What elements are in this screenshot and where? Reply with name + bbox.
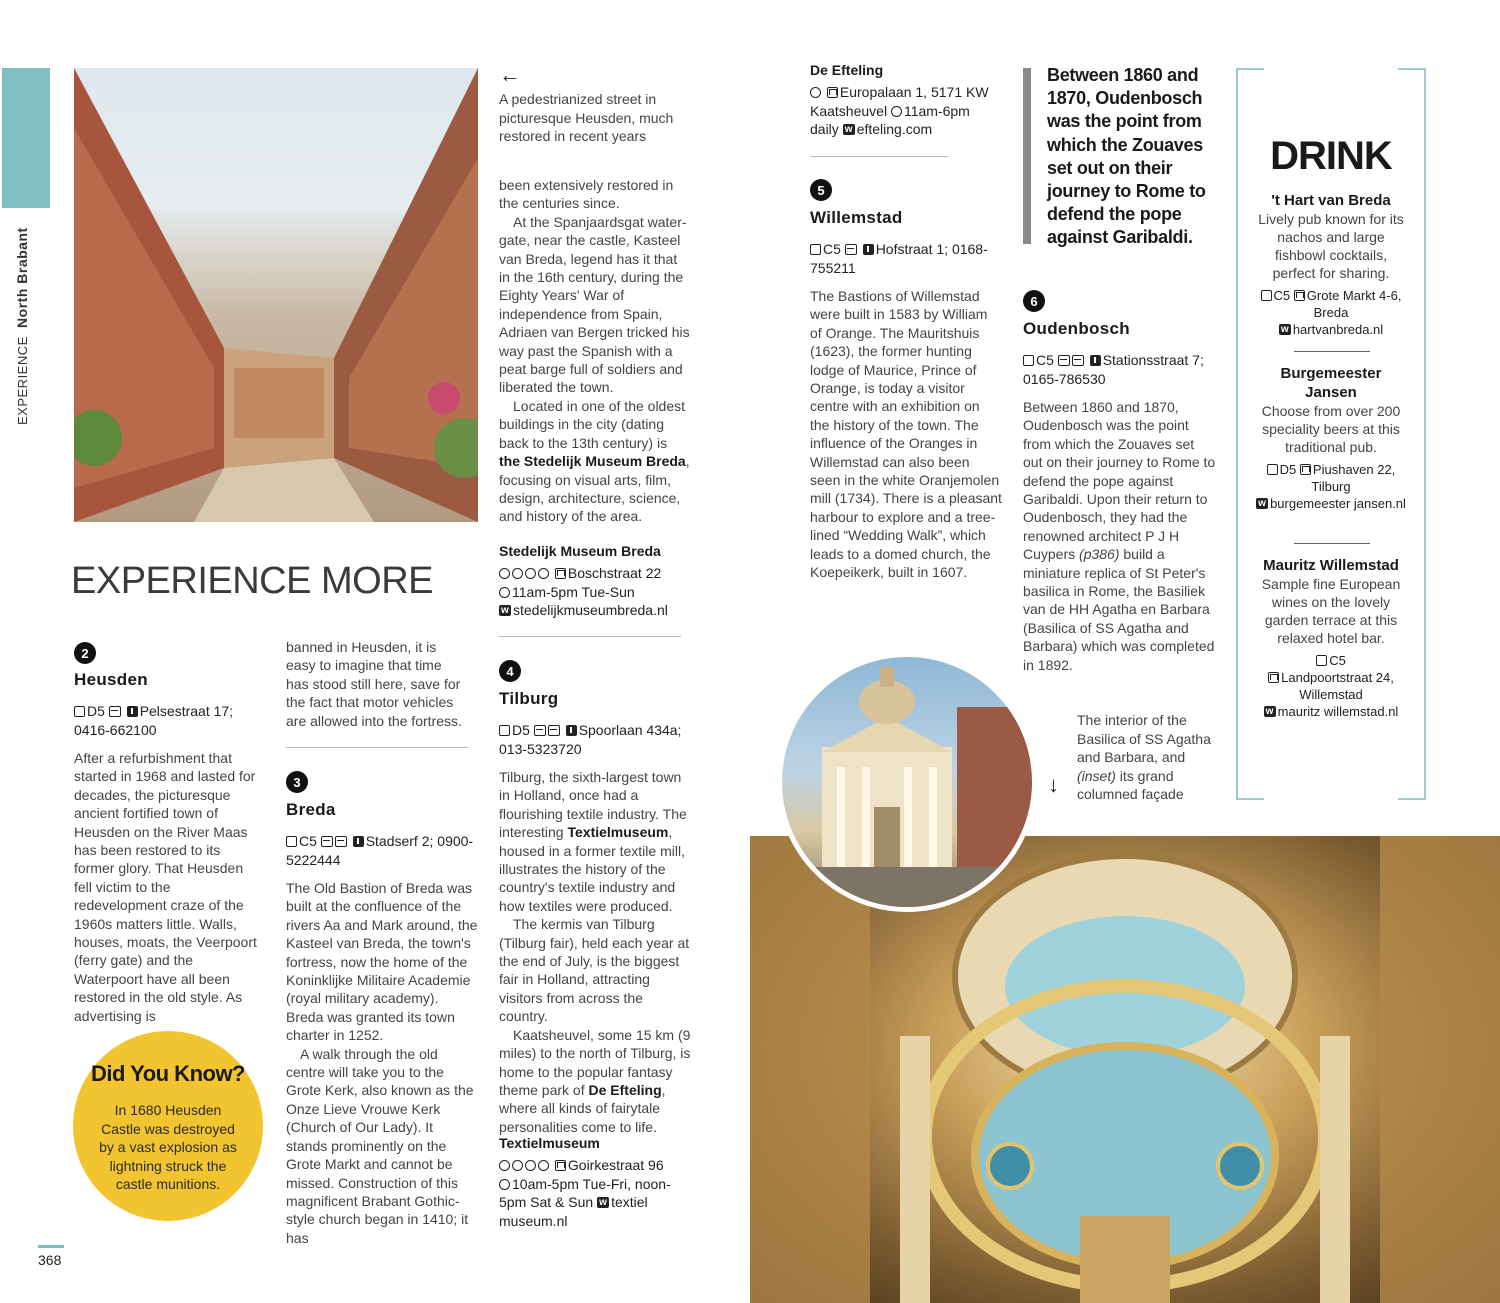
entry-info-oudenbosch [1023, 351, 1215, 388]
map-grid-icon [499, 725, 510, 736]
address-icon [555, 568, 566, 579]
no-smoking-icon [810, 87, 821, 98]
website-icon [1279, 324, 1291, 335]
info-icon [353, 836, 364, 847]
wheelchair-icon [512, 568, 523, 579]
address-icon [555, 1160, 566, 1171]
willemstad-grid-ref: C5 [823, 241, 841, 257]
website-icon [597, 1197, 609, 1208]
textielmuseum-hours: 10am-5pm Tue-Fri, noon-5pm Sat & Sun [499, 1175, 671, 1210]
shop-icon [538, 568, 549, 579]
entry-title-heusden: Heusden [74, 670, 148, 689]
divider [1294, 351, 1370, 352]
section-heading: EXPERIENCE MORE [71, 560, 434, 602]
textielmuseum-web[interactable]: textiel museum.nl [499, 1194, 648, 1229]
breda-address: Stadserf 2; 0900-5222444 [286, 833, 474, 868]
shop-icon [538, 1160, 549, 1171]
facade-illustration [782, 657, 1032, 907]
side-tab-label [14, 205, 40, 425]
pullquote: Between 1860 and 1870, Oudenbosch was the point from which the Zouaves set out on their journey to Rome to defend the pope against Garibaldi. [1047, 65, 1206, 248]
tilburg-paragraph-2: The kermis van Tilburg (Tilburg fair), held each year at the end of July, is the biggest fair in Holland, attracting visitors from across the country. [499, 916, 690, 1025]
efteling-web[interactable]: efteling.com [856, 121, 933, 137]
website-icon [843, 124, 855, 135]
breda-paragraph-2: A walk through the old centre will take you to the Grote Kerk, also known as the Onze Lieve Vrouwe Kerk (Church of Our Lady). It stands prominently on the Grote Markt and cannot be missed. Construction of this magnificent Brabant Gothic-style church began in 1410; it has [286, 1045, 474, 1246]
breda-grid-ref: C5 [299, 833, 317, 849]
address-icon [827, 87, 838, 98]
efteling-info [810, 83, 1002, 139]
efteling-hours: 11am-6pm daily [810, 102, 970, 137]
drink-item-desc: Choose from over 200 speciality beers at this traditional pub. [1261, 403, 1401, 455]
entry-number-breda: 3 [286, 771, 308, 793]
cafe-icon [525, 568, 536, 579]
arrow-down-icon: ↓ [1048, 772, 1059, 797]
entry-info-heusden [74, 702, 264, 739]
breda-paragraph-5: Located in one of the oldest buildings in the city (dating back to the 13th century) is the Stedelijk Museum Breda, focusing on visual arts, film, design, architecture, science, and history of the area. [499, 397, 690, 525]
drink-item-name: 't Hart van Breda [1271, 192, 1391, 209]
divider [1294, 543, 1370, 544]
address-icon [1268, 672, 1279, 683]
divider [810, 156, 948, 157]
info-icon [127, 706, 138, 717]
stedelijk-link: the Stedelijk Museum Breda [499, 453, 686, 470]
heusden-street-photo [74, 68, 478, 522]
textielmuseum-info [499, 1156, 694, 1230]
tilburg-grid-ref: D5 [512, 722, 530, 738]
drink-item-name: Mauritz Willemstad [1263, 557, 1399, 574]
basilica-facade-inset [777, 652, 1037, 912]
drink-item-info: C5 Landpoortstraat 24, Willemstad wmauritz willemstad.nl [1253, 652, 1409, 720]
tilburg-address: Spoorlaan 434a; 013-5323720 [499, 722, 682, 757]
train-icon [548, 725, 560, 736]
map-grid-icon [1267, 464, 1278, 475]
basilica-caption: The interior of the Basilica of SS Agatha and Barbara, and (inset) its grand columned façade [1077, 712, 1211, 803]
efteling-link: De Efteling [588, 1081, 662, 1098]
entry-title-breda: Breda [286, 800, 336, 819]
no-smoking-icon [499, 1160, 510, 1171]
train-icon [335, 836, 347, 847]
info-icon [566, 725, 577, 736]
tour-icon [525, 1160, 536, 1171]
entry-number-tilburg: 4 [499, 660, 521, 682]
entry-info-willemstad [810, 240, 1000, 277]
drink-item-info: D5 Piushaven 22, Tilburg wburgemeester jansen.nl [1253, 461, 1409, 512]
stedelijk-info [499, 564, 694, 620]
page-reference: (p386) [1079, 546, 1120, 563]
entry-number-willemstad: 5 [810, 179, 832, 201]
divider [286, 747, 468, 748]
did-you-know-badge [73, 1031, 263, 1221]
divider [499, 636, 681, 637]
entry-text-tilburg [499, 768, 693, 1136]
stedelijk-hours: 11am-5pm Tue-Sun [512, 583, 635, 600]
street-photo-caption: A pedestrianized street in picturesque Heusden, much restored in recent years [499, 91, 674, 145]
textielmuseum-title: Textielmuseum [499, 1135, 600, 1151]
heusden-grid-ref: D5 [87, 703, 105, 719]
pullquote-bar [1023, 68, 1031, 244]
map-grid-icon [286, 836, 297, 847]
bus-icon [321, 836, 333, 847]
basilica-illustration [750, 836, 1500, 1303]
drink-item-name: Burgemeester Jansen [1280, 365, 1382, 401]
website-icon [1256, 498, 1268, 509]
bus-icon [534, 725, 546, 736]
basilica-interior-photo [750, 836, 1500, 1303]
did-you-know-title: Did You Know? [91, 1061, 245, 1086]
wheelchair-icon [512, 1160, 523, 1171]
drink-item-info: C5 Grote Markt 4-6, Breda whartvanbreda.nl [1253, 287, 1409, 338]
bus-icon [1058, 355, 1070, 366]
website-icon [1264, 706, 1276, 717]
tilburg-paragraph-3: Kaatsheuvel, some 15 km (9 miles) to the north of Tilburg, is home to the popular fantasy theme park of De Efteling, where all kinds of fairytale personalities come to life. [499, 1026, 691, 1135]
drink-item-desc: Sample fine European wines on the lovely garden terrace at this relaxed hotel bar. [1261, 576, 1401, 646]
entry-title-tilburg: Tilburg [499, 689, 559, 708]
address-icon [1300, 464, 1311, 475]
drink-heading: DRINK [1270, 134, 1392, 178]
train-icon [1072, 355, 1084, 366]
entry-info-tilburg [499, 721, 689, 758]
did-you-know-text: In 1680 Heusden Castle was destroyed by a vast explosion as lightning struck the castle munitions. [99, 1102, 237, 1192]
address-icon [1294, 290, 1305, 301]
entry-text-oudenbosch: Between 1860 and 1870, Oudenbosch was the point from which the Zouaves set out on their journey to Rome to defend the pope against Garibaldi. Upon their return to Oudenbosch, they had the renowned architect P J H Cuypers (p386) build a miniature replica of St Peter's basilica in Rome, the Basiliek van de HH Agatha en Barbara (Basilica of SS Agatha and Barbara) which was completed in 1892. [1023, 399, 1216, 673]
willemstad-address: Hofstraat 1; 0168-755211 [810, 241, 988, 276]
entry-text-breda-cont [499, 176, 691, 526]
tilburg-paragraph-1: Tilburg, the sixth-largest town in Holland, once had a flourishing textile industry. The interesting Textielmuseum, housed in a former textile mill, illustrates the history of the country's textile industry and how textiles were produced. [499, 769, 687, 914]
drink-item-mauritz-willemstad [1253, 556, 1409, 720]
entry-info-breda [286, 832, 476, 869]
map-grid-icon [1023, 355, 1034, 366]
drink-item-hart-van-breda [1253, 191, 1409, 338]
page-number-rule [38, 1245, 64, 1248]
textielmuseum-link: Textielmuseum [567, 824, 669, 841]
stedelijk-title: Stedelijk Museum Breda [499, 543, 661, 559]
breda-paragraph-4: At the Spanjaardsgat water-gate, near the castle, Kasteel van Breda, legend has it that in the 16th century, during the Eighty Years' War of independence from Spain, Adriaen van Bergen tricked his way past the Spanish with a peat barge full of soldiers and liberated the town. [499, 213, 690, 396]
street-illustration [74, 68, 478, 522]
side-tab-region: North Brabant [14, 227, 30, 328]
info-icon [863, 244, 874, 255]
breda-paragraph-1: The Old Bastion of Breda was built at the confluence of the rivers Aa and Mark around, the Kasteel van Breda, the town's fortress, now the home of the Koninklijke Militaire Academie (royal military academy). Breda was granted its town charter in 1252. [286, 880, 478, 1044]
entry-text-heusden-cont: banned in Heusden, it is easy to imagine that time has stood still here, save for the fact that motor vehicles are allowed into the fortress. [286, 639, 462, 729]
clock-icon [891, 106, 902, 117]
entry-text-heusden: After a refurbishment that started in 1968 and lasted for decades, the picturesque ancient fortified town of Heusden on the River Maas has been restored to its former glory. That Heusden fell victim to the redevelopment craze of the 1960s matters little. Walls, houses, moats, the Veerpoort (ferry gate) and the Waterpoort have all been restored in the old style. As advertising is [74, 750, 257, 1024]
info-icon [1090, 355, 1101, 366]
efteling-address: Europalaan 1, 5171 KW Kaatsheuvel [810, 84, 989, 119]
map-grid-icon [74, 706, 85, 717]
stedelijk-address: Boschstraat 22 [567, 565, 662, 581]
map-grid-icon [1261, 290, 1272, 301]
breda-paragraph-3: been extensively restored in the centuries since. [499, 177, 674, 212]
entry-number-heusden: 2 [74, 642, 96, 664]
side-tab-section: EXPERIENCE [15, 336, 30, 425]
train-icon [109, 706, 121, 717]
entry-number-oudenbosch: 6 [1023, 290, 1045, 312]
stedelijk-web[interactable]: stedelijkmuseumbreda.nl [513, 602, 668, 618]
arrow-left-icon: ← [499, 62, 521, 87]
drink-item-desc: Lively pub known for its nachos and large fishbowl cocktails, perfect for sharing. [1258, 211, 1404, 281]
heusden-address: Pelsestraat 17; 0416-662100 [74, 703, 234, 738]
map-grid-icon [810, 244, 821, 255]
side-tab-block [2, 68, 50, 208]
bus-icon [845, 244, 857, 255]
textielmuseum-address: Goirkestraat 96 [567, 1157, 664, 1173]
entry-text-breda [286, 879, 478, 1247]
entry-title-oudenbosch: Oudenbosch [1023, 319, 1130, 338]
drink-item-burgemeester-jansen [1253, 364, 1409, 512]
clock-icon [499, 587, 510, 598]
no-smoking-icon [499, 568, 510, 579]
oudenbosch-grid-ref: C5 [1036, 352, 1054, 368]
website-icon [499, 605, 511, 616]
oudenbosch-address: Stationsstraat 7; 0165-786530 [1023, 352, 1204, 387]
map-grid-icon [1316, 655, 1327, 666]
page-number: 368 [38, 1252, 62, 1268]
entry-title-willemstad: Willemstad [810, 208, 903, 227]
clock-icon [499, 1179, 510, 1190]
efteling-title: De Efteling [810, 62, 884, 78]
entry-text-willemstad: The Bastions of Willemstad were built in 1583 by William of Orange. The Mauritshuis (1623), the former hunting lodge of Maurice, Prince of Orange, is today a visitor centre with an exhibition on the history of the town. The influence of the Oranges in Willemstad can also been seen in the white Oranjemolen mill (1734). There is a pleasant harbour to explore and a tree-lined “Wedding Walk”, which leads to a domed church, the Koepeikerk, built in 1607. [810, 288, 1002, 581]
